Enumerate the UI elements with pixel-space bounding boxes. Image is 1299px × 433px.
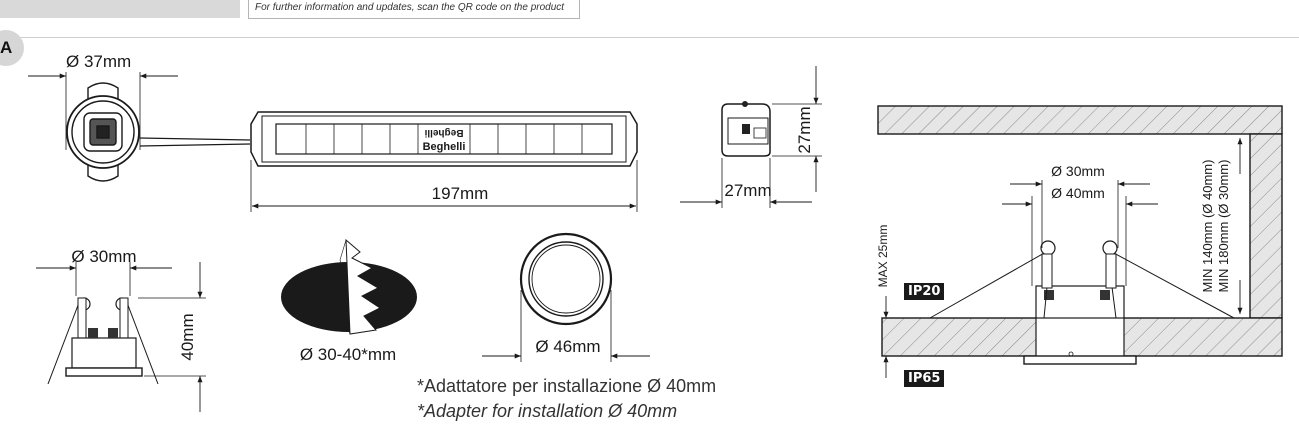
length-dimension-label: 197mm [431, 184, 489, 203]
front-diameter-label: Ø 30mm [71, 247, 137, 266]
drill-hole-illustration [281, 240, 417, 334]
front-height-label: 40mm [178, 313, 197, 361]
hole-diameter-label: Ø 30-40*mm [299, 345, 397, 364]
ip20-badge: IP20 [904, 283, 944, 300]
width-dimension-label: 27mm [724, 181, 772, 200]
max-thickness-label: MAX 25mm [876, 224, 890, 288]
min-clearance-30-label: MIN 180mm (Ø 30mm) [1216, 159, 1231, 293]
qr-info-note: For further information and updates, scan the QR code on the product [255, 2, 565, 13]
sensor-top-view [28, 72, 250, 181]
ip65-badge: IP65 [904, 370, 944, 387]
min-clearance-40-label: MIN 140mm (Ø 40mm) [1200, 159, 1215, 293]
sensor-diameter-label: Ø 37mm [66, 52, 132, 71]
ceiling-d30-label: Ø 30mm [1051, 163, 1105, 179]
brand-label-inverted: Beghelli [424, 127, 464, 138]
depth-dimension-label: 27mm [795, 106, 814, 154]
adapter-note-italian: *Adattatore per installazione Ø 40mm [417, 376, 717, 396]
section-letter: A [0, 38, 13, 57]
adapter-note-english: *Adapter for installation Ø 40mm [417, 401, 678, 421]
brand-label: Beghelli [422, 141, 466, 153]
ring-diameter-label: Ø 46mm [535, 337, 601, 356]
ceiling-d40-label: Ø 40mm [1051, 185, 1105, 201]
